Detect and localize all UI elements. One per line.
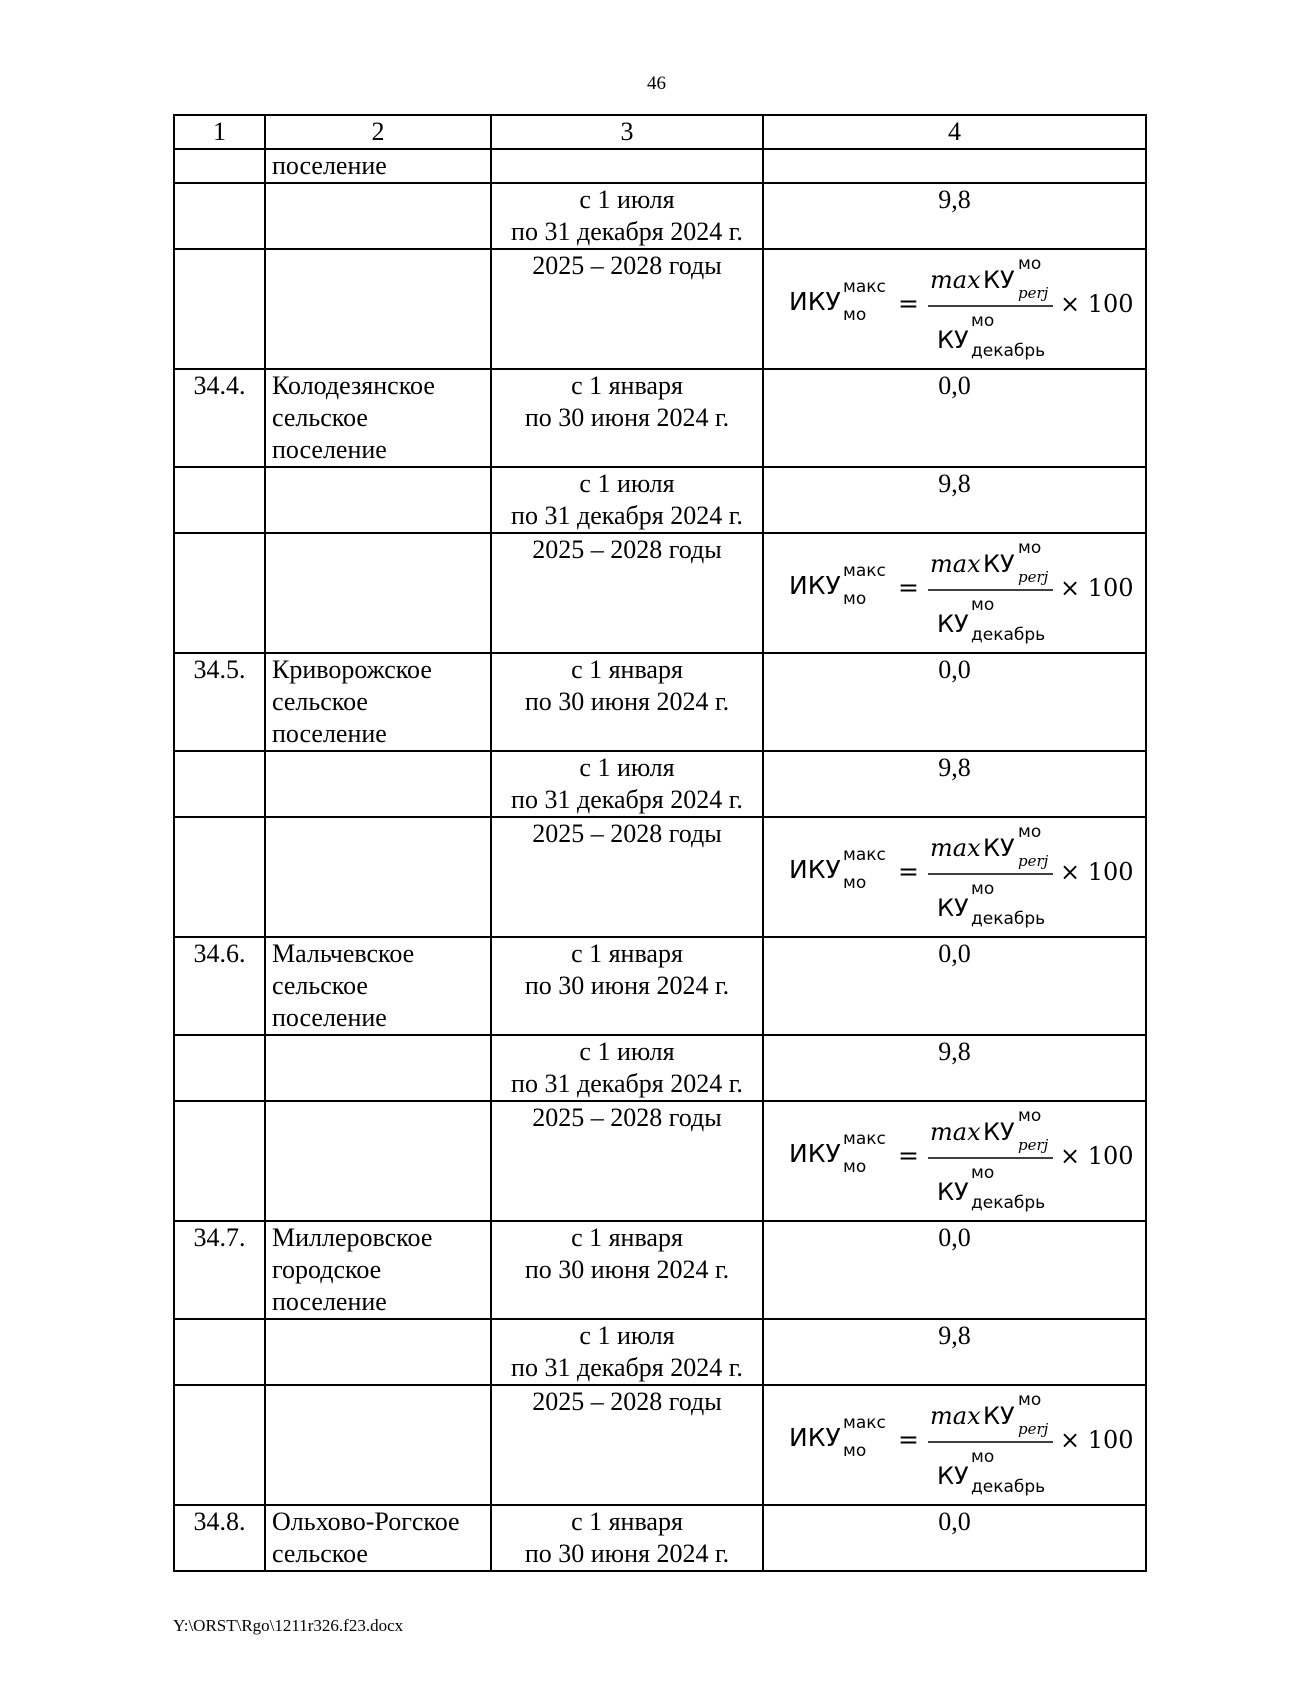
formula-lhs-sub: мо [842, 305, 866, 325]
cell-name [265, 1385, 491, 1505]
cell-name [265, 369, 491, 467]
name-line: поселение [272, 1287, 387, 1316]
formula-den-sub: декабрь [970, 341, 1045, 361]
row-number: 34.7. [193, 1223, 246, 1252]
formula-num-sub: perj [1017, 284, 1048, 302]
formula-num-sup: мо [1017, 254, 1041, 274]
formula-den-ku: КУ [936, 894, 969, 922]
table-row [174, 369, 1146, 467]
value-text: 9,8 [938, 753, 971, 782]
cell-period [491, 183, 763, 249]
formula-num-max: max [929, 550, 981, 578]
table-row [174, 533, 1146, 653]
cell-name [265, 183, 491, 249]
formula-den-sup: мо [970, 1163, 994, 1183]
cell-period [491, 1319, 763, 1385]
cell-value [763, 1319, 1146, 1385]
cell-name [265, 1319, 491, 1385]
cell-value [763, 369, 1146, 467]
row-number: 34.6. [193, 939, 246, 968]
cell-num [174, 653, 265, 751]
period-line: по 31 декабря 2024 г. [511, 1353, 743, 1382]
value-text: 0,0 [938, 939, 971, 968]
cell-num [174, 533, 265, 653]
table-row [174, 817, 1146, 937]
formula-num-sub: perj [1017, 1136, 1048, 1154]
formula-num-ku: КУ [982, 1402, 1015, 1430]
formula-num-max: max [929, 834, 981, 862]
period-line: по 30 июня 2024 г. [524, 403, 730, 432]
formula-den-sub: декабрь [970, 625, 1045, 645]
name-line: Ольхово-Рогское [272, 1507, 460, 1536]
formula-num-max: max [929, 1402, 981, 1430]
cell-value [763, 149, 1146, 183]
name-line: сельское [272, 971, 368, 1000]
formula-num-ku: КУ [982, 834, 1015, 862]
cell-period [491, 467, 763, 533]
period-line: по 31 декабря 2024 г. [511, 217, 743, 246]
formula-graphic [785, 818, 1134, 930]
formula-lhs-sub: мо [842, 873, 866, 893]
formula-lhs-sup: макс [842, 1413, 886, 1433]
table-row [174, 1505, 1146, 1571]
name-line: поселение [272, 719, 387, 748]
formula-lhs: ИКУ [788, 1139, 841, 1168]
formula-lhs: ИКУ [788, 287, 841, 316]
formula-equals: = [897, 857, 919, 886]
cell-period [491, 369, 763, 467]
cell-value [763, 533, 1146, 653]
period-line: с 1 января [571, 939, 683, 968]
formula-equals: = [897, 573, 919, 602]
cell-name [265, 937, 491, 1035]
cell-num [174, 149, 265, 183]
formula-den-ku: КУ [936, 1462, 969, 1490]
table-row [174, 1385, 1146, 1505]
formula-graphic [785, 1102, 1134, 1214]
cell-num [174, 1385, 265, 1505]
formula-num-ku: КУ [982, 1118, 1015, 1146]
period-line: по 30 июня 2024 г. [524, 687, 730, 716]
formula-lhs-sup: макс [842, 1129, 886, 1149]
formula-graphic [785, 534, 1134, 646]
cell-num [174, 369, 265, 467]
period-line: с 1 июля [579, 185, 675, 214]
value-text: 9,8 [938, 1321, 971, 1350]
cell-period [491, 533, 763, 653]
cell-num [174, 249, 265, 369]
cell-value [763, 817, 1146, 937]
formula-times-100: × 100 [1059, 1142, 1134, 1170]
cell-num [174, 467, 265, 533]
cell-name [265, 149, 491, 183]
cell-name [265, 1221, 491, 1319]
formula-lhs-sub: мо [842, 589, 866, 609]
value-text: 0,0 [938, 1507, 971, 1536]
period-line: 2025 – 2028 годы [532, 1103, 722, 1132]
cell-value [763, 1385, 1146, 1505]
value-text: 0,0 [938, 655, 971, 684]
formula-den-sup: мо [970, 879, 994, 899]
table-row [174, 1319, 1146, 1385]
period-line: по 31 декабря 2024 г. [511, 785, 743, 814]
data-table [173, 114, 1147, 1572]
formula-den-sup: мо [970, 1447, 994, 1467]
formula-num-sub: perj [1017, 852, 1048, 870]
cell-period [491, 1505, 763, 1571]
cell-period [491, 937, 763, 1035]
table-row [174, 183, 1146, 249]
period-line: 2025 – 2028 годы [532, 1387, 722, 1416]
name-line: Колодезянское [272, 371, 435, 400]
formula-num-ku: КУ [982, 550, 1015, 578]
cell-name [265, 751, 491, 817]
formula-times-100: × 100 [1059, 1426, 1134, 1454]
cell-name [265, 1505, 491, 1571]
cell-period [491, 751, 763, 817]
period-line: по 30 июня 2024 г. [524, 1255, 730, 1284]
formula-graphic [785, 1386, 1134, 1498]
name-line: сельское [272, 687, 368, 716]
cell-period [491, 249, 763, 369]
cell-value [763, 183, 1146, 249]
formula-equals: = [897, 1141, 919, 1170]
formula-graphic [785, 250, 1134, 362]
formula-den-sup: мо [970, 595, 994, 615]
cell-period [491, 149, 763, 183]
formula-lhs-sup: макс [842, 845, 886, 865]
formula-den-ku: КУ [936, 326, 969, 354]
formula-lhs-sub: мо [842, 1441, 866, 1461]
table-row [174, 1101, 1146, 1221]
formula-den-sub: декабрь [970, 1193, 1045, 1213]
formula-lhs-sup: макс [842, 277, 886, 297]
table-row [174, 937, 1146, 1035]
value-text: 0,0 [938, 1223, 971, 1252]
formula-num-max: max [929, 1118, 981, 1146]
period-line: 2025 – 2028 годы [532, 819, 722, 848]
cell-value [763, 1505, 1146, 1571]
period-line: с 1 января [571, 371, 683, 400]
name-line: поселение [272, 1003, 387, 1032]
cell-name [265, 249, 491, 369]
name-line: сельское [272, 403, 368, 432]
period-line: по 31 декабря 2024 г. [511, 1069, 743, 1098]
cell-name [265, 817, 491, 937]
formula-num-max: max [929, 266, 981, 294]
period-line: с 1 января [571, 655, 683, 684]
formula-times-100: × 100 [1059, 574, 1134, 602]
formula-equals: = [897, 1425, 919, 1454]
cell-num [174, 1035, 265, 1101]
name-line: городское [272, 1255, 382, 1284]
cell-num [174, 1505, 265, 1571]
table-row [174, 1035, 1146, 1101]
period-line: по 31 декабря 2024 г. [511, 501, 743, 530]
formula-lhs-sub: мо [842, 1157, 866, 1177]
table-row [174, 1221, 1146, 1319]
period-line: по 30 июня 2024 г. [524, 1539, 730, 1568]
cell-num [174, 751, 265, 817]
cell-num [174, 937, 265, 1035]
value-text: 0,0 [938, 371, 971, 400]
header-col-2: 2 [265, 115, 491, 149]
cell-period [491, 1101, 763, 1221]
row-number: 34.8. [193, 1507, 246, 1536]
formula-num-sub: perj [1017, 568, 1048, 586]
cell-name [265, 467, 491, 533]
formula-num-sup: мо [1017, 1106, 1041, 1126]
table-row [174, 249, 1146, 369]
cell-num [174, 183, 265, 249]
name-line: поселение [272, 435, 387, 464]
cell-value [763, 937, 1146, 1035]
cell-period [491, 1035, 763, 1101]
cell-period [491, 817, 763, 937]
row-number: 34.4. [193, 371, 246, 400]
cell-name [265, 653, 491, 751]
cell-value [763, 467, 1146, 533]
period-line: с 1 января [571, 1223, 683, 1252]
formula-equals: = [897, 289, 919, 318]
row-number: 34.5. [193, 655, 246, 684]
formula-times-100: × 100 [1059, 290, 1134, 318]
formula-lhs: ИКУ [788, 571, 841, 600]
formula-lhs: ИКУ [788, 1423, 841, 1452]
name-line: Мальчевское [272, 939, 415, 968]
period-line: 2025 – 2028 годы [532, 535, 722, 564]
cell-period [491, 1385, 763, 1505]
cell-value [763, 249, 1146, 369]
cell-name [265, 1101, 491, 1221]
cell-num [174, 1101, 265, 1221]
formula-lhs-sup: макс [842, 561, 886, 581]
header-col-3: 3 [491, 115, 763, 149]
name-line: Миллеровское [272, 1223, 433, 1252]
cell-num [174, 1221, 265, 1319]
continuation-row [174, 149, 1146, 183]
formula-den-sub: декабрь [970, 909, 1045, 929]
name-line: поселение [272, 151, 387, 180]
cell-num [174, 817, 265, 937]
value-text: 9,8 [938, 185, 971, 214]
cell-name [265, 1035, 491, 1101]
formula-num-ku: КУ [982, 266, 1015, 294]
footer-file-path: Y:\ORST\Rgo\1211r326.f23.docx [173, 1616, 404, 1635]
cell-period [491, 653, 763, 751]
table-row [174, 751, 1146, 817]
table-header-row [174, 115, 1146, 149]
period-line: с 1 января [571, 1507, 683, 1536]
period-line: с 1 июля [579, 1037, 675, 1066]
formula-den-sup: мо [970, 311, 994, 331]
formula-den-ku: КУ [936, 1178, 969, 1206]
cell-value [763, 1221, 1146, 1319]
name-line: сельское [272, 1539, 368, 1568]
page-number: 46 [647, 73, 666, 94]
cell-value [763, 751, 1146, 817]
formula-lhs: ИКУ [788, 855, 841, 884]
formula-den-ku: КУ [936, 610, 969, 638]
table-row [174, 653, 1146, 751]
table-row [174, 467, 1146, 533]
cell-value [763, 653, 1146, 751]
cell-name [265, 533, 491, 653]
value-text: 9,8 [938, 1037, 971, 1066]
value-text: 9,8 [938, 469, 971, 498]
name-line: Криворожское [272, 655, 432, 684]
formula-num-sub: perj [1017, 1420, 1048, 1438]
cell-value [763, 1035, 1146, 1101]
period-line: с 1 июля [579, 469, 675, 498]
header-col-1: 1 [174, 115, 265, 149]
header-col-4: 4 [763, 115, 1146, 149]
period-line: по 30 июня 2024 г. [524, 971, 730, 1000]
period-line: 2025 – 2028 годы [532, 251, 722, 280]
formula-times-100: × 100 [1059, 858, 1134, 886]
cell-period [491, 1221, 763, 1319]
formula-num-sup: мо [1017, 1390, 1041, 1410]
formula-num-sup: мо [1017, 538, 1041, 558]
cell-num [174, 1319, 265, 1385]
cell-value [763, 1101, 1146, 1221]
formula-den-sub: декабрь [970, 1477, 1045, 1497]
period-line: с 1 июля [579, 753, 675, 782]
period-line: с 1 июля [579, 1321, 675, 1350]
formula-num-sup: мо [1017, 822, 1041, 842]
